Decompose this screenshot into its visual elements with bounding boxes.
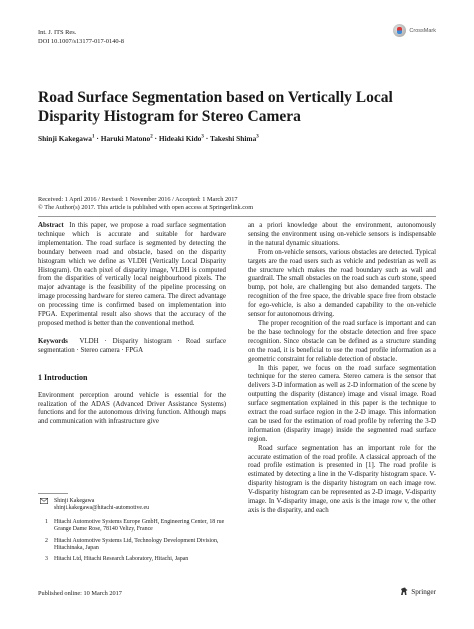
contact-email-link[interactable]: shinji.kakegawa@hitachi-automotive.eu: [54, 505, 150, 512]
paragraph: In this paper, we focus on the road surface segmentation technique for the stereo camera. Stereo camera is the sensor that delivers 3-D information as well as 2-D information of the scene by outputting the disparity (distance) image and visual image. Road surface segmentation explained in this paper is the technique to extract the road surface region in the 2-D image. This information can be used for the estimation of road profile by referring the 3-D information (disparity image) inside the segmented road surface region.: [248, 364, 436, 443]
affiliation-number: 1: [45, 518, 48, 525]
envelope-icon: [38, 498, 48, 513]
author-affiliation-mark: 1: [92, 134, 95, 140]
author-name[interactable]: Shinji Kakegawa: [38, 134, 93, 143]
springer-horse-icon: [400, 587, 408, 596]
crossmark-label: CrossMark: [409, 27, 436, 34]
affiliation-row: [38, 538, 226, 553]
publisher-logo[interactable]: [400, 587, 436, 596]
paragraph: Road surface segmentation has an important role for the accurate estimation of the road profile. A classical approach of the road profile estimation is presented in [1]. The road profile is estimated by detecting a line in the V-disparity histogram space. V-disparity histogram is the disparity histogram on each image row. V-disparity histogram can be represented as 2-D image, V-disparity image. In V-disparity image, one axis is the image row v, the other axis is the disparity, and each: [248, 444, 436, 514]
crossmark-icon: [393, 24, 406, 37]
keywords-label: Keywords: [38, 337, 68, 345]
affiliation-number: 3: [45, 556, 48, 563]
footnote-rule: [38, 493, 68, 494]
affiliation-text: Hitachi Ltd, Hitachi Research Laboratory, Hitachi, Japan: [54, 556, 189, 563]
crossmark-badge[interactable]: [393, 24, 436, 37]
doi[interactable]: DOI 10.1007/s13177-017-0140-8: [38, 38, 124, 45]
author-affiliation-mark: 3: [201, 134, 204, 140]
journal-name: Int. J. ITS Res.: [38, 29, 77, 36]
affiliation-row: [38, 519, 226, 534]
affiliation-number: 2: [45, 537, 48, 544]
history-block: [38, 196, 253, 213]
left-column: [38, 222, 226, 427]
paper-title: Road Surface Segmentation based on Vertically Local Disparity Histogram for Stereo Camera: [38, 89, 393, 125]
published-online: Published online: 10 March 2017: [38, 590, 122, 597]
contact-name: Shinji Kakegawa: [54, 498, 95, 504]
keywords-text: VLDH · Disparity histogram · Road surface segmentation · Stereo camera · FPGA: [38, 337, 227, 354]
paragraph: From on-vehicle sensors, various obstacles are detected. Typical targets are the road users such as vehicle and pedestrian as well as the structure which makes the road boundary such as wall and guardrail. The small obstacles on the road such as curb stone, speed bump, pot hole, are challenging but also demanded targets. The recognition of the free space, the drivable space free from obstacle for ego-vehicle, is also a demanded capability to the on-vehicle sensor for autonomous driving.: [248, 248, 436, 319]
abstract-label: Abstract: [38, 222, 64, 229]
author-separator: ·: [154, 134, 158, 143]
keywords: [38, 338, 226, 356]
received-dates: Received: 1 April 2016 / Revised: 1 November 2016 / Accepted: 1 March 2017: [38, 196, 238, 203]
section-heading: 1 Introduction: [38, 372, 88, 382]
footnotes: [38, 498, 226, 568]
author-separator: ·: [205, 134, 209, 143]
author-name[interactable]: Haruki Matono: [100, 134, 151, 143]
paragraph: The proper recognition of the road surface is important and can be the base technology for the obstacle detection and free space recognition. Since obstacle can be defined as a structure standing on the road, it is beneficial to use the road profile information as a geometric constraint for reliable detection of obstacle.: [248, 319, 436, 363]
author-name[interactable]: Hideaki Kido: [158, 134, 202, 143]
contact-row: [38, 498, 226, 513]
divider: [38, 216, 436, 217]
right-column: [248, 222, 436, 516]
abstract-text: In this paper, we propose a road surface segmentation technique which is accurate and suitable for hardware implementation. The road surface is segmented by detecting the boundary between road and obstacle, based on the disparity histogram which we define as VLDH (Vertically Local Disparity Histogram). On each pixel of disparity image, VLDH is computed from the disparities of vertically local neighbourhood pixels. The major advantage is the feasibility of the pipeline processing on image processing hardware for stereo camera. The direct advantage on processing time is confirmed based on implementation into FPGA. Experimental result also shows that the accuracy of the proposed method is better than the conventional method.: [38, 222, 226, 327]
author-affiliation-mark: 2: [150, 134, 153, 140]
open-access-notice: © The Author(s) 2017. This article is published with open access at Springerlink.com: [38, 204, 254, 212]
author-list: [38, 134, 259, 143]
affiliation-row: [38, 556, 226, 563]
paragraph: Environment perception around vehicle is essential for the realization of the ADAS (Advanced Driver Assistance Systems) functions and for the autonomous driving function. Although maps and communication with infrastructure give: [38, 391, 226, 426]
author-name[interactable]: Takeshi Shima: [209, 134, 257, 143]
abstract: [38, 222, 226, 329]
paragraph: an a priori knowledge about the environment, autonomously sensing the environment using on-vehicle sensors is indispensable in the natural dynamic situations.: [248, 222, 436, 247]
affiliation-text: Hitachi Automotive Systems Ltd, Technology Development Division, Hitachinaka, Japan: [54, 537, 219, 552]
author-separator: ·: [96, 134, 99, 143]
publisher-name: Springer: [411, 587, 436, 596]
affiliation-text: Hitachi Automotive Systems Europe GmbH, Engineering Center, 18 rue Grange Dame Rose, 78140 Velizy, France: [54, 518, 225, 533]
author-affiliation-mark: 3: [256, 134, 259, 140]
journal-header: [38, 28, 124, 46]
